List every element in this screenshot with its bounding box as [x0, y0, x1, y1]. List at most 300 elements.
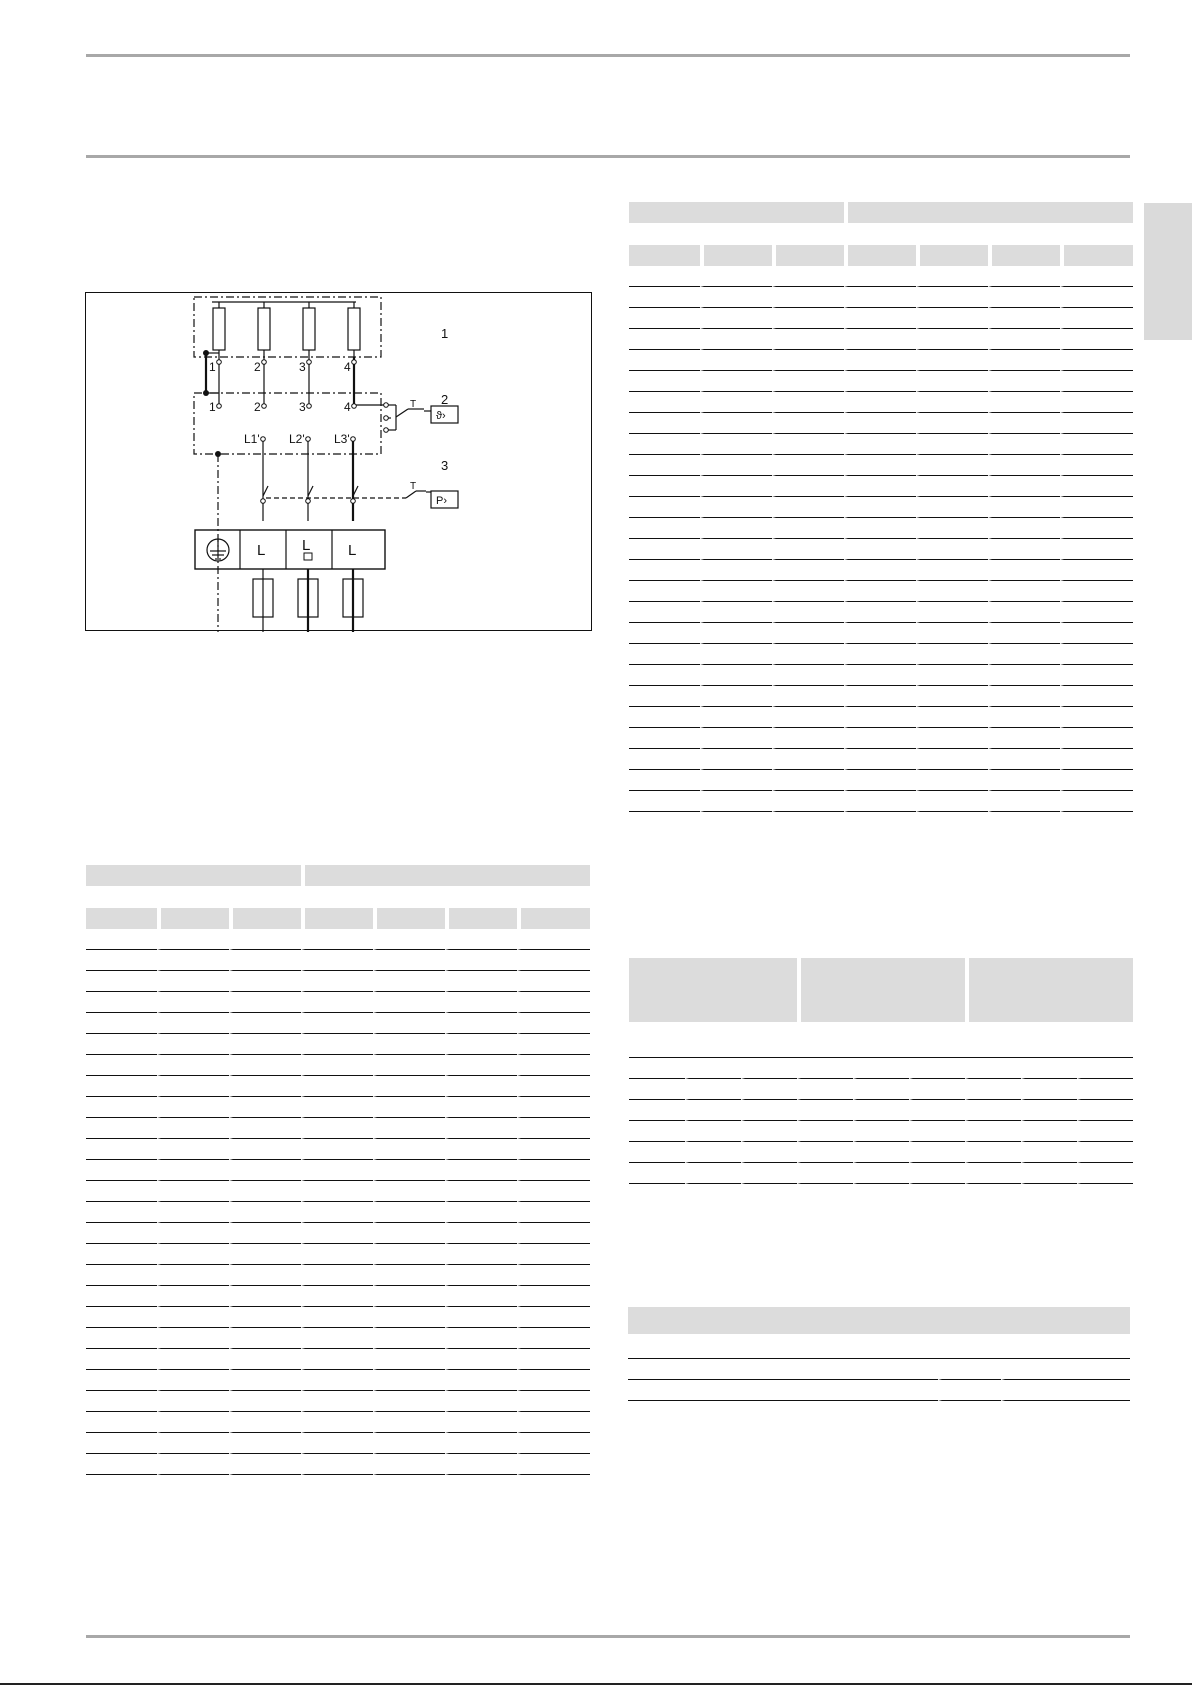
table-cell: [1060, 392, 1133, 413]
table-cell: [916, 665, 988, 686]
table-cell: [301, 1118, 373, 1139]
table-cell: [373, 929, 445, 950]
table-cell: [844, 623, 916, 644]
table-cell: [86, 1223, 157, 1244]
table-cell: [157, 1412, 229, 1433]
table-cell: [988, 539, 1060, 560]
table-cell: [700, 728, 772, 749]
table-cell: [938, 1380, 1001, 1401]
table-cell: [86, 929, 157, 950]
table-cell: [1077, 1079, 1133, 1100]
table-cell: [685, 1058, 741, 1079]
table-cell: [517, 1034, 590, 1055]
table-cell: [157, 1181, 229, 1202]
table-cell: [772, 791, 844, 812]
table-cell: [772, 623, 844, 644]
data-table-right: [629, 202, 1133, 812]
chapter-tab: [1144, 203, 1192, 340]
table-cell: [517, 1013, 590, 1034]
table-cell: [1060, 539, 1133, 560]
table-cell: [301, 1433, 373, 1454]
table-cell: [157, 1454, 229, 1475]
table-cell: [988, 308, 1060, 329]
table-cell: [988, 350, 1060, 371]
table-cell: [629, 350, 700, 371]
table-cell: [772, 581, 844, 602]
heater-group-box: [194, 297, 381, 357]
table-cell: [844, 770, 916, 791]
table-cell: [517, 950, 590, 971]
table-cell: [772, 455, 844, 476]
table-cell: [157, 1223, 229, 1244]
table-cell: [86, 1433, 157, 1454]
table-cell: [1060, 497, 1133, 518]
phase-label: L2': [289, 432, 305, 446]
phase-label: L3': [334, 432, 350, 446]
table-cell: [772, 560, 844, 581]
table-row: [629, 329, 1133, 350]
table-cell: [86, 1307, 157, 1328]
table-cell: [844, 455, 916, 476]
table-cell: [229, 950, 301, 971]
table-cell: [1060, 623, 1133, 644]
table-cell: [700, 476, 772, 497]
table-cell: [700, 749, 772, 770]
table-cell: [301, 1160, 373, 1181]
table-cell: [853, 1079, 909, 1100]
group-header-cell: [629, 958, 797, 1022]
table-cell: [229, 1265, 301, 1286]
table-cell: [772, 665, 844, 686]
table-cell: [229, 1391, 301, 1412]
table-cell: [965, 1100, 1021, 1121]
table-cell: [1021, 1163, 1077, 1184]
table-row: [629, 728, 1133, 749]
data-table-left: [86, 865, 590, 1475]
table-cell: [1060, 350, 1133, 371]
table-cell: [772, 539, 844, 560]
table-cell: [685, 1121, 741, 1142]
column-header-cell: [629, 245, 700, 266]
table-cell: [1060, 560, 1133, 581]
table-cell: [445, 1349, 517, 1370]
table-cell: [445, 1055, 517, 1076]
table-cell: [700, 665, 772, 686]
table-cell: [741, 1058, 797, 1079]
table-cell: [797, 1163, 853, 1184]
table-cell: [517, 971, 590, 992]
table-cell: [301, 1286, 373, 1307]
table-cell: [517, 1097, 590, 1118]
table-cell: [1060, 728, 1133, 749]
table-cell: [373, 1412, 445, 1433]
table-cell: [988, 476, 1060, 497]
top-rule: [86, 54, 1130, 57]
table-cell: [741, 1079, 797, 1100]
table-cell: [373, 1181, 445, 1202]
table-cell: [988, 266, 1060, 287]
table-cell: [988, 329, 1060, 350]
table-cell: [301, 1139, 373, 1160]
table-cell: [685, 1142, 741, 1163]
table-cell: [445, 1286, 517, 1307]
table-cell: [772, 518, 844, 539]
table-row: [86, 992, 590, 1013]
table-cell: [853, 1142, 909, 1163]
table-row: [629, 791, 1133, 812]
table-cell: [844, 728, 916, 749]
table-cell: [86, 1286, 157, 1307]
column-header-cell: [373, 908, 445, 929]
table-cell: [445, 1076, 517, 1097]
table-cell: [229, 992, 301, 1013]
table-cell: [1001, 1380, 1130, 1401]
table-cell: [685, 1163, 741, 1184]
table-cell: [86, 1076, 157, 1097]
table-cell: [844, 749, 916, 770]
table-cell: [373, 1433, 445, 1454]
table-cell: [909, 1163, 965, 1184]
table-row: [629, 308, 1133, 329]
table-cell: [700, 539, 772, 560]
table-cell: [988, 560, 1060, 581]
table-cell: [373, 1265, 445, 1286]
table-cell: [629, 455, 700, 476]
table-cell: [916, 287, 988, 308]
table-cell: [373, 1013, 445, 1034]
table-cell: [916, 581, 988, 602]
group-header-cell: [301, 865, 590, 886]
table-cell: [301, 1181, 373, 1202]
heater-element: [303, 308, 315, 350]
table-cell: [916, 728, 988, 749]
callout-3: 3: [441, 458, 449, 473]
table-cell: [916, 644, 988, 665]
table-cell: [844, 266, 916, 287]
table-cell: [1060, 287, 1133, 308]
table-cell: [628, 1359, 938, 1380]
table-cell: [517, 1055, 590, 1076]
table-cell: [373, 1349, 445, 1370]
table-cell: [1060, 791, 1133, 812]
table-cell: [916, 413, 988, 434]
table-cell: [988, 707, 1060, 728]
table-cell: [916, 434, 988, 455]
table-cell: [844, 602, 916, 623]
table-cell: [844, 707, 916, 728]
table-cell: [629, 371, 700, 392]
terminal-label: L: [257, 542, 266, 559]
table-cell: [1060, 644, 1133, 665]
table-cell: [772, 728, 844, 749]
table-cell: [844, 392, 916, 413]
table-row: [629, 707, 1133, 728]
table-cell: [1060, 581, 1133, 602]
column-header-cell: [1060, 245, 1133, 266]
table-cell: [700, 413, 772, 434]
table-row: [629, 266, 1133, 287]
table-cell: [157, 1076, 229, 1097]
table-cell: [445, 950, 517, 971]
table-cell: [301, 1349, 373, 1370]
table-cell: [988, 581, 1060, 602]
table-cell: [517, 929, 590, 950]
table-cell: [373, 1244, 445, 1265]
table-cell: [157, 1370, 229, 1391]
table-cell: [445, 1181, 517, 1202]
table-cell: [700, 602, 772, 623]
table-cell: [445, 1265, 517, 1286]
table-cell: [229, 1349, 301, 1370]
table-cell: [373, 1202, 445, 1223]
table-cell: [373, 1139, 445, 1160]
table-cell: [373, 1307, 445, 1328]
table-cell: [373, 1286, 445, 1307]
table-cell: [229, 1223, 301, 1244]
data-table-groups: [629, 958, 1133, 1184]
table-row: [86, 1181, 590, 1202]
table-cell: [1060, 434, 1133, 455]
column-header-cell: [700, 245, 772, 266]
table-cell: [157, 1055, 229, 1076]
table-cell: [229, 1433, 301, 1454]
table-cell: [916, 308, 988, 329]
table-row: [629, 1121, 1133, 1142]
table-cell: [517, 1370, 590, 1391]
table-cell: [1060, 665, 1133, 686]
table-cell: [229, 1034, 301, 1055]
table-cell: [844, 686, 916, 707]
table-cell: [741, 1121, 797, 1142]
table-cell: [772, 686, 844, 707]
table-cell: [229, 1013, 301, 1034]
table-row: [629, 455, 1133, 476]
table-cell: [772, 749, 844, 770]
table-cell: [916, 707, 988, 728]
table-row: [629, 497, 1133, 518]
table-cell: [844, 350, 916, 371]
table-row: [86, 1139, 590, 1160]
table-cell: [301, 1454, 373, 1475]
table-cell: [1077, 1142, 1133, 1163]
table-row: [629, 392, 1133, 413]
table-cell: [844, 497, 916, 518]
table-cell: [772, 434, 844, 455]
table-cell: [629, 539, 700, 560]
table-cell: [517, 1244, 590, 1265]
table-cell: [700, 791, 772, 812]
table-cell: [629, 287, 700, 308]
table-cell: [1060, 308, 1133, 329]
phase-label: L1': [244, 432, 260, 446]
table-cell: [700, 686, 772, 707]
table-cell: [700, 350, 772, 371]
table-cell: [772, 644, 844, 665]
table-cell: [157, 1160, 229, 1181]
table-cell: [700, 434, 772, 455]
table-cell: [445, 1097, 517, 1118]
table-row: [86, 1328, 590, 1349]
table-cell: [517, 1181, 590, 1202]
table-cell: [517, 1223, 590, 1244]
table-cell: [86, 1328, 157, 1349]
table-row: [629, 518, 1133, 539]
table-cell: [685, 1079, 741, 1100]
table-cell: [965, 1079, 1021, 1100]
table-cell: [373, 992, 445, 1013]
table-cell: [157, 1286, 229, 1307]
table-cell: [86, 1055, 157, 1076]
table-cell: [1077, 1163, 1133, 1184]
table-cell: [301, 1328, 373, 1349]
table-cell: [229, 1412, 301, 1433]
table-row: [629, 1058, 1133, 1079]
table-cell: [629, 560, 700, 581]
table-cell: [373, 1034, 445, 1055]
table-cell: [517, 1433, 590, 1454]
table-cell: [916, 539, 988, 560]
table-group-header: [629, 202, 1133, 223]
table-cell: [988, 770, 1060, 791]
table-cell: [700, 644, 772, 665]
table-cell: [229, 929, 301, 950]
table-cell: [86, 1160, 157, 1181]
table-cell: [988, 434, 1060, 455]
temp-symbol: ϑ›: [436, 410, 446, 422]
table-cell: [517, 1160, 590, 1181]
table-row: [629, 1079, 1133, 1100]
table-cell: [157, 1307, 229, 1328]
table-cell: [629, 1079, 685, 1100]
table-row: [86, 971, 590, 992]
table-cell: [772, 707, 844, 728]
table-cell: [373, 1454, 445, 1475]
table-cell: [772, 497, 844, 518]
table-cell: [1060, 329, 1133, 350]
table-cell: [445, 1223, 517, 1244]
table-cell: [629, 665, 700, 686]
table-cell: [988, 371, 1060, 392]
table-cell: [301, 1223, 373, 1244]
table-cell: [853, 1100, 909, 1121]
table-cell: [629, 413, 700, 434]
table-row: [86, 1433, 590, 1454]
table-cell: [797, 1142, 853, 1163]
table-cell: [1001, 1359, 1130, 1380]
table-cell: [988, 497, 1060, 518]
table-cell: [229, 1328, 301, 1349]
table-cell: [629, 581, 700, 602]
table-cell: [445, 1034, 517, 1055]
table-cell: [700, 560, 772, 581]
table-cell: [157, 1244, 229, 1265]
table-cell: [229, 1244, 301, 1265]
table-row: [629, 350, 1133, 371]
table-cell: [517, 1286, 590, 1307]
contact-label: T: [410, 399, 417, 410]
table-row: [629, 770, 1133, 791]
table-cell: [916, 350, 988, 371]
table-cell: [229, 1202, 301, 1223]
table-cell: [965, 1163, 1021, 1184]
table-cell: [988, 686, 1060, 707]
table-cell: [741, 1142, 797, 1163]
table-cell: [86, 1370, 157, 1391]
table-cell: [844, 581, 916, 602]
table-row: [629, 371, 1133, 392]
table-cell: [445, 1118, 517, 1139]
table-cell: [301, 1412, 373, 1433]
table-cell: [445, 1202, 517, 1223]
table-row: [629, 413, 1133, 434]
table-cell: [1060, 413, 1133, 434]
table-cell: [629, 1121, 685, 1142]
table-cell: [772, 770, 844, 791]
table-row: [86, 1202, 590, 1223]
table-row: [629, 560, 1133, 581]
table-row: [86, 1412, 590, 1433]
table-cell: [844, 287, 916, 308]
table-cell: [157, 1139, 229, 1160]
table-cell: [445, 1412, 517, 1433]
table-cell: [853, 1121, 909, 1142]
table-cell: [700, 308, 772, 329]
table-cell: [844, 434, 916, 455]
header-rule: [86, 155, 1130, 158]
table-cell: [741, 1163, 797, 1184]
table-cell: [916, 686, 988, 707]
table-cell: [685, 1100, 741, 1121]
heater-number: 2: [254, 360, 261, 374]
table-cell: [157, 929, 229, 950]
table-cell: [629, 392, 700, 413]
table-cell: [844, 539, 916, 560]
table-group-header: [628, 1307, 1130, 1334]
table-cell: [301, 1076, 373, 1097]
table-cell: [86, 1034, 157, 1055]
table-row: [86, 1307, 590, 1328]
table-cell: [301, 1013, 373, 1034]
table-cell: [301, 971, 373, 992]
table-cell: [700, 329, 772, 350]
table-cell: [909, 1121, 965, 1142]
table-cell: [916, 476, 988, 497]
table-cell: [700, 392, 772, 413]
table-cell: [373, 1097, 445, 1118]
table-cell: [916, 329, 988, 350]
table-cell: [629, 791, 700, 812]
table-cell: [86, 1349, 157, 1370]
table-cell: [797, 1079, 853, 1100]
table-cell: [157, 1433, 229, 1454]
table-cell: [1060, 602, 1133, 623]
terminal-block: [195, 530, 385, 569]
table-cell: [445, 1160, 517, 1181]
table-cell: [373, 971, 445, 992]
table-cell: [629, 623, 700, 644]
table-column-header: [629, 245, 1133, 266]
table-cell: [988, 287, 1060, 308]
table-cell: [517, 1349, 590, 1370]
table-cell: [629, 308, 700, 329]
column-header-cell: [229, 908, 301, 929]
column-header-cell: [844, 245, 916, 266]
callout-2: 2: [441, 392, 449, 407]
table-cell: [373, 1076, 445, 1097]
table-cell: [772, 329, 844, 350]
column-header-cell: [517, 908, 590, 929]
table-row: [86, 1013, 590, 1034]
